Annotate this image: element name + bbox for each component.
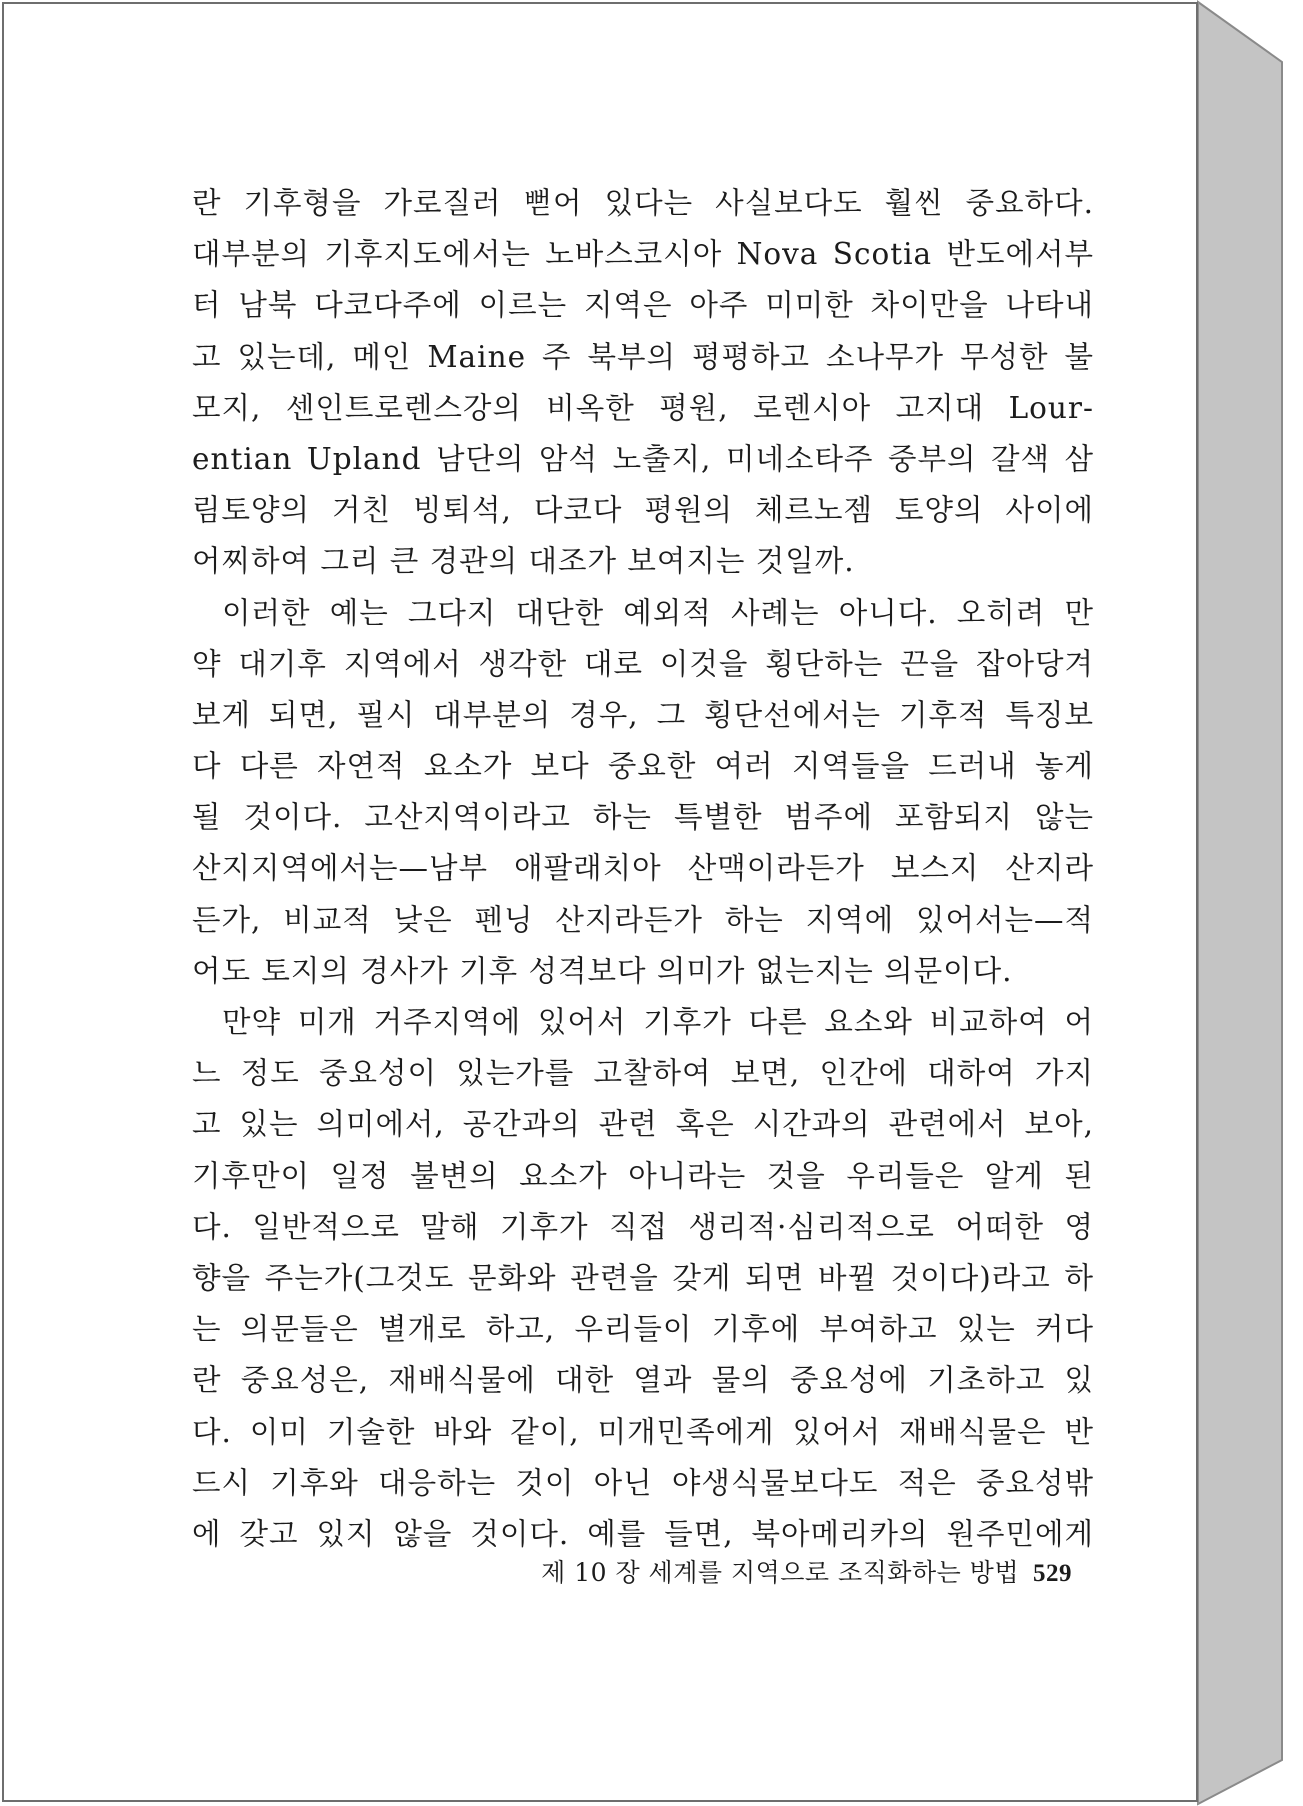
paragraph-start-line: 만약 미개 거주지역에 있어서 기후가 다른 요소와 비교하여 어 — [222, 1005, 1094, 1039]
text-line: 약 대기후 지역에서 생각한 대로 이것을 횡단하는 끈을 잡아당겨 — [192, 646, 1094, 681]
text-line: 향을 주는가(그것도 문화와 관련을 갖게 되면 바뀔 것이다)라고 하 — [192, 1260, 1094, 1295]
text-line: 모지, 센인트로렌스강의 비옥한 평원, 로렌시아 고지대 Lour- — [192, 390, 1094, 425]
text-line: 에 갖고 있지 않을 것이다. 예를 들면, 북아메리카의 원주민에게 — [192, 1516, 1094, 1551]
text-line: 대부분의 기후지도에서는 노바스코시아 Nova Scotia 반도에서부 — [192, 237, 1094, 272]
text-line: 터 남북 다코다주에 이르는 지역은 아주 미미한 차이만을 나타내 — [192, 288, 1094, 323]
text-line: 다. 이미 기술한 바와 같이, 미개민족에게 있어서 재배식물은 반 — [192, 1414, 1094, 1449]
chapter-title: 제 10 장 세계를 지역으로 조직화하는 방법 — [541, 1558, 1019, 1587]
text-line: 든가, 비교적 낮은 펜닝 산지라든가 하는 지역에 있어서는—적 — [192, 902, 1094, 937]
text-line: 보게 되면, 필시 대부분의 경우, 그 횡단선에서는 기후적 특징보 — [192, 697, 1094, 732]
text-line: 고 있는 의미에서, 공간과의 관련 혹은 시간과의 관련에서 보아, — [192, 1107, 1094, 1142]
text-line: 기후만이 일정 불변의 요소가 아니라는 것을 우리들은 알게 된 — [192, 1158, 1094, 1193]
text-line: 림토양의 거친 빙퇴석, 다코다 평원의 체르노젬 토양의 사이에 — [192, 493, 1094, 528]
text-line: 다. 일반적으로 말해 기후가 직접 생리적·심리적으로 어떠한 영 — [192, 1209, 1094, 1244]
page-number: 529 — [1033, 1560, 1072, 1587]
text-line: 어찌하여 그리 큰 경관의 대조가 보여지는 것일까. — [192, 544, 855, 579]
text-line: 란 기후형을 가로질러 뻗어 있다는 사실보다도 훨씬 중요하다. — [192, 186, 1094, 220]
text-line: 는 의문들은 별개로 하고, 우리들이 기후에 부여하고 있는 커다 — [192, 1312, 1094, 1347]
text-line: 될 것이다. 고산지역이라고 하는 특별한 범주에 포함되지 않는 — [192, 800, 1094, 835]
body-text — [192, 178, 1094, 1560]
text-line: 드시 기후와 대응하는 것이 아닌 야생식물보다도 적은 중요성밖 — [192, 1465, 1094, 1500]
text-line: 어도 토지의 경사가 기후 성격보다 의미가 없는지는 의문이다. — [192, 953, 1013, 988]
text-line: 다 다른 자연적 요소가 보다 중요한 여러 지역들을 드러내 놓게 — [192, 749, 1094, 784]
page-footer — [502, 1553, 1072, 1589]
text-line: entian Upland 남단의 암석 노출지, 미네소타주 중부의 갈색 삼 — [192, 441, 1094, 476]
paragraph-start-line: 이러한 예는 그다지 대단한 예외적 사례는 아니다. 오히려 만 — [222, 595, 1094, 630]
text-line: 산지지역에서는—남부 애팔래치아 산맥이라든가 보스지 산지라 — [192, 851, 1094, 886]
text-line: 란 중요성은, 재배식물에 대한 열과 물의 중요성에 기초하고 있 — [192, 1363, 1094, 1398]
text-line: 고 있는데, 메인 Maine 주 북부의 평평하고 소나무가 무성한 불 — [192, 339, 1094, 374]
text-line: 느 정도 중요성이 있는가를 고찰하여 보면, 인간에 대하여 가지 — [192, 1056, 1094, 1091]
